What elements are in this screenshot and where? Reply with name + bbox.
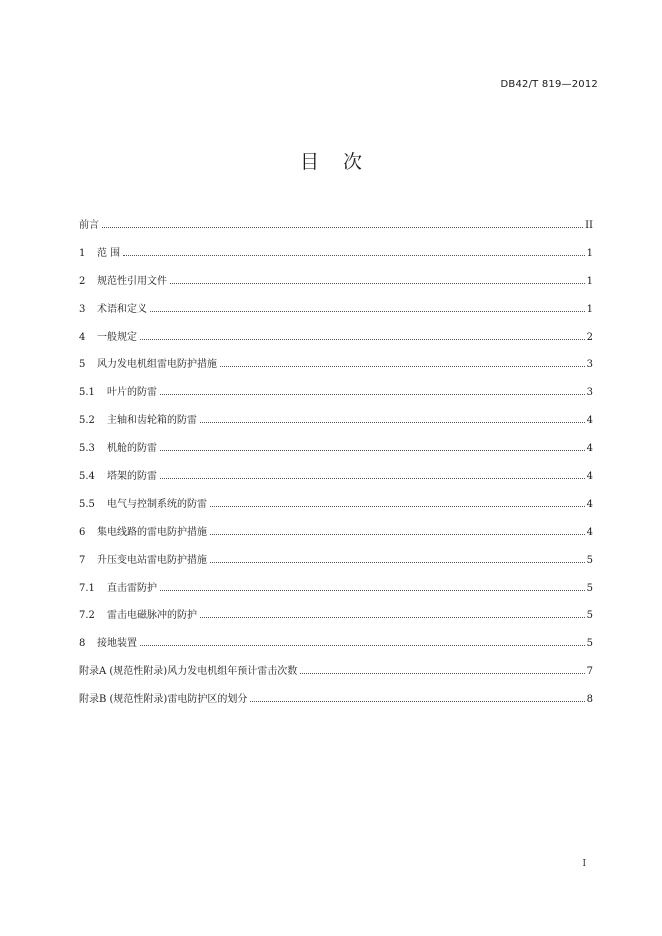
- toc-entry-general-provisions[interactable]: [79, 328, 593, 356]
- toc-entry-number: 5.5: [79, 498, 95, 510]
- toc-entry-page: 1: [586, 247, 593, 259]
- toc-dot-leader: [220, 365, 585, 367]
- toc-entry-page: II: [585, 220, 593, 231]
- toc-entry-number: 5.1: [79, 387, 95, 399]
- toc-dot-leader: [160, 449, 585, 451]
- toc-entry-page: 4: [586, 526, 593, 538]
- toc-entry-number: 3: [79, 303, 86, 315]
- toc-entry-number: 6: [79, 526, 86, 538]
- toc-entry-page: 8: [586, 694, 593, 706]
- toc-entry-label: 机舱的防雷: [107, 443, 157, 455]
- toc-entry-number: 5.2: [79, 415, 95, 427]
- toc-entry-section-5-5[interactable]: [79, 495, 593, 523]
- toc-dot-leader: [210, 561, 585, 563]
- toc-entry-page: 7: [586, 666, 593, 678]
- toc-entry-number: 5.4: [79, 471, 95, 483]
- toc-entry-page: 5: [586, 554, 593, 566]
- toc-entry-label: 附录B (规范性附录)雷电防护区的划分: [79, 694, 248, 706]
- toc-entry-page: 5: [586, 582, 593, 594]
- toc-dot-leader: [160, 393, 585, 395]
- toc-entry-number: 7.2: [79, 610, 95, 622]
- toc-entry-page: 3: [586, 359, 593, 371]
- toc-entry-page: 2: [586, 331, 593, 343]
- toc-entry-label: 主轴和齿轮箱的防雷: [107, 415, 197, 427]
- toc-entry-number: 8: [79, 638, 86, 650]
- toc-dot-leader: [140, 338, 585, 340]
- toc-dot-leader: [210, 533, 585, 535]
- toc-dot-leader: [140, 644, 585, 646]
- toc-entry-number: 1: [79, 247, 86, 259]
- toc-entry-label: 术语和定义: [97, 303, 147, 315]
- toc-entry-number: 5: [79, 359, 86, 371]
- page-number: I: [582, 859, 586, 869]
- toc-entry-section-5[interactable]: [79, 355, 593, 383]
- toc-dot-leader: [102, 226, 583, 228]
- toc-dot-leader: [300, 672, 584, 674]
- table-of-contents: [79, 216, 593, 718]
- toc-entry-terms-definitions[interactable]: [79, 300, 593, 328]
- toc-entry-scope[interactable]: [79, 244, 593, 272]
- toc-entry-page: 1: [586, 303, 593, 315]
- toc-entry-label: 范 围: [97, 247, 121, 259]
- toc-entry-label: 电气与控制系统的防雷: [107, 498, 207, 510]
- toc-dot-leader: [170, 282, 585, 284]
- toc-entry-appendix-b[interactable]: [79, 690, 593, 718]
- toc-entry-foreword[interactable]: [79, 216, 593, 244]
- toc-entry-label: 一般规定: [97, 331, 137, 343]
- toc-entry-label: 直击雷防护: [107, 582, 157, 594]
- toc-entry-section-5-2[interactable]: [79, 411, 593, 439]
- toc-entry-label: 接地装置: [97, 638, 137, 650]
- toc-entry-section-5-4[interactable]: [79, 467, 593, 495]
- toc-entry-page: 3: [586, 387, 593, 399]
- toc-entry-label: 集电线路的雷电防护措施: [97, 526, 207, 538]
- toc-entry-section-7-1[interactable]: [79, 579, 593, 607]
- toc-entry-number: 2: [79, 275, 86, 287]
- toc-entry-number: 4: [79, 331, 86, 343]
- toc-entry-section-8[interactable]: [79, 634, 593, 662]
- toc-entry-section-7[interactable]: [79, 551, 593, 579]
- toc-dot-leader: [200, 421, 585, 423]
- toc-entry-label: 叶片的防雷: [107, 387, 157, 399]
- toc-entry-number: 7.1: [79, 582, 95, 594]
- toc-entry-page: 4: [586, 415, 593, 427]
- toc-entry-number: 5.3: [79, 443, 95, 455]
- toc-entry-page: 5: [586, 638, 593, 650]
- toc-dot-leader: [123, 254, 584, 256]
- toc-dot-leader: [210, 505, 585, 507]
- toc-entry-page: 4: [586, 498, 593, 510]
- page-title: 目次: [299, 151, 386, 173]
- toc-dot-leader: [160, 589, 585, 591]
- toc-entry-section-5-3[interactable]: [79, 439, 593, 467]
- toc-dot-leader: [150, 310, 585, 312]
- toc-entry-label: 雷击电磁脉冲的防护: [107, 610, 197, 622]
- toc-entry-normative-references[interactable]: [79, 272, 593, 300]
- toc-entry-page: 4: [586, 471, 593, 483]
- toc-entry-section-7-2[interactable]: [79, 606, 593, 634]
- toc-entry-page: 1: [586, 275, 593, 287]
- toc-entry-page: 4: [586, 443, 593, 455]
- toc-entry-label: 前言: [79, 220, 99, 231]
- toc-entry-label: 升压变电站雷电防护措施: [97, 554, 207, 566]
- toc-dot-leader: [200, 616, 585, 618]
- toc-entry-label: 规范性引用文件: [97, 275, 167, 287]
- toc-entry-number: 7: [79, 554, 86, 566]
- toc-entry-section-6[interactable]: [79, 523, 593, 551]
- toc-entry-label: 附录A (规范性附录)风力发电机组年预计雷击次数: [79, 666, 298, 678]
- document-code: DB42/T 819—2012: [500, 79, 598, 90]
- toc-entry-page: 5: [586, 610, 593, 622]
- toc-entry-label: 风力发电机组雷电防护措施: [97, 359, 217, 371]
- toc-dot-leader: [160, 477, 585, 479]
- toc-dot-leader: [250, 700, 584, 702]
- toc-entry-label: 塔架的防雷: [107, 471, 157, 483]
- toc-entry-section-5-1[interactable]: [79, 383, 593, 411]
- toc-entry-appendix-a[interactable]: [79, 662, 593, 690]
